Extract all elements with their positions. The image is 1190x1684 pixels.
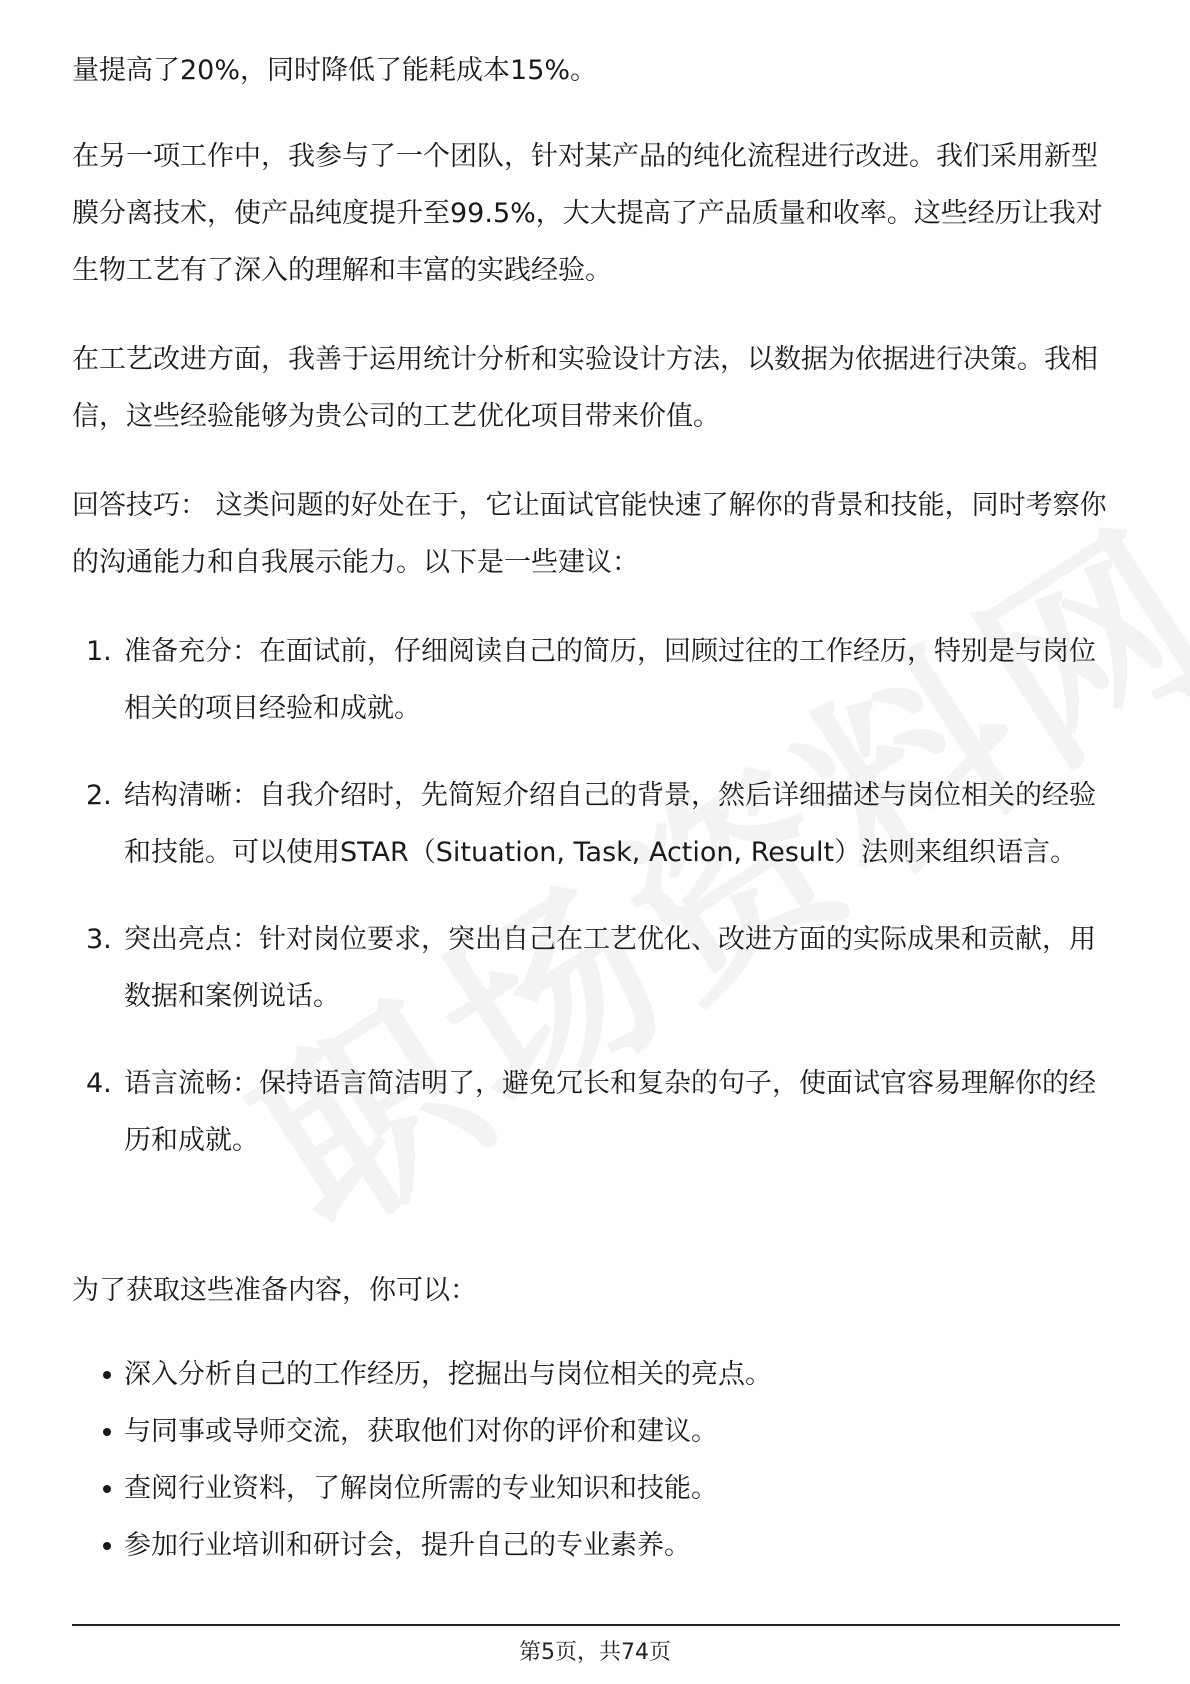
tips-list-item xyxy=(72,623,1122,737)
paragraph-answer-tips: 回答技巧： 这类问题的好处在于，它让面试官能快速了解你的背景和技能，同时考察你的沟通能力和自我展示能力。以下是一些建议： xyxy=(72,490,1107,578)
tips-item-text: 语言流畅：保持语言简洁明了，避免冗长和复杂的句子，使面试官容易理解你的经历和成就。 xyxy=(124,1068,1096,1156)
bullet-dot-icon xyxy=(103,1542,111,1550)
bullet-dot-icon xyxy=(103,1485,111,1493)
paragraph-preparation-intro: 为了获取这些准备内容，你可以： xyxy=(72,1275,477,1306)
tips-list-item xyxy=(72,1055,1122,1169)
paragraph-process-improvement: 在工艺改进方面，我善于运用统计分析和实验设计方法，以数据为依据进行决策。我相信，这些经验能够为贵公司的工艺优化项目带来价值。 xyxy=(72,344,1098,432)
bullet-item-text: 参加行业培训和研讨会，提升自己的专业素养。 xyxy=(124,1530,691,1561)
bullet-dot-icon xyxy=(103,1428,111,1436)
bullet-list-item xyxy=(72,1346,1122,1403)
preparation-bullet-list xyxy=(72,1346,1122,1574)
tips-list xyxy=(72,623,1122,1199)
tips-list-item xyxy=(72,911,1122,1025)
tips-item-text: 结构清晰：自我介绍时，先简短介绍自己的背景，然后详细描述与岗位相关的经验和技能。可以使用STAR（Situation, Task, Action, Result）法则来组织语言。 xyxy=(124,780,1096,868)
bullet-item-text: 查阅行业资料，了解岗位所需的专业知识和技能。 xyxy=(124,1473,718,1504)
footer-divider xyxy=(72,1624,1120,1626)
bullet-list-item xyxy=(72,1517,1122,1574)
tips-item-text: 准备充分：在面试前，仔细阅读自己的简历，回顾过往的工作经历，特别是与岗位相关的项目经验和成就。 xyxy=(124,636,1096,724)
bullet-item-text: 深入分析自己的工作经历，挖掘出与岗位相关的亮点。 xyxy=(124,1359,772,1390)
page-number: 第5页，共74页 xyxy=(519,1640,671,1665)
paragraph-purification-project: 在另一项工作中，我参与了一个团队，针对某产品的纯化流程进行改进。我们采用新型膜分离技术，使产品纯度提升至99.5%，大大提高了产品质量和收率。这些经历让我对生物工艺有了深入的理解和丰富的实践经验。 xyxy=(72,141,1103,286)
bullet-list-item xyxy=(72,1403,1122,1460)
tips-item-text: 突出亮点：针对岗位要求，突出自己在工艺优化、改进方面的实际成果和贡献，用数据和案例说话。 xyxy=(124,924,1096,1012)
tips-list-item xyxy=(72,767,1122,881)
list-number: 2. xyxy=(86,780,112,811)
list-number: 1. xyxy=(86,636,112,667)
list-number: 3. xyxy=(86,924,112,955)
list-number: 4. xyxy=(86,1068,112,1099)
bullet-list-item xyxy=(72,1460,1122,1517)
bullet-item-text: 与同事或导师交流，获取他们对你的评价和建议。 xyxy=(124,1416,718,1447)
paragraph-continuation: 量提高了20%，同时降低了能耗成本15%。 xyxy=(72,55,598,86)
bullet-dot-icon xyxy=(103,1371,111,1379)
